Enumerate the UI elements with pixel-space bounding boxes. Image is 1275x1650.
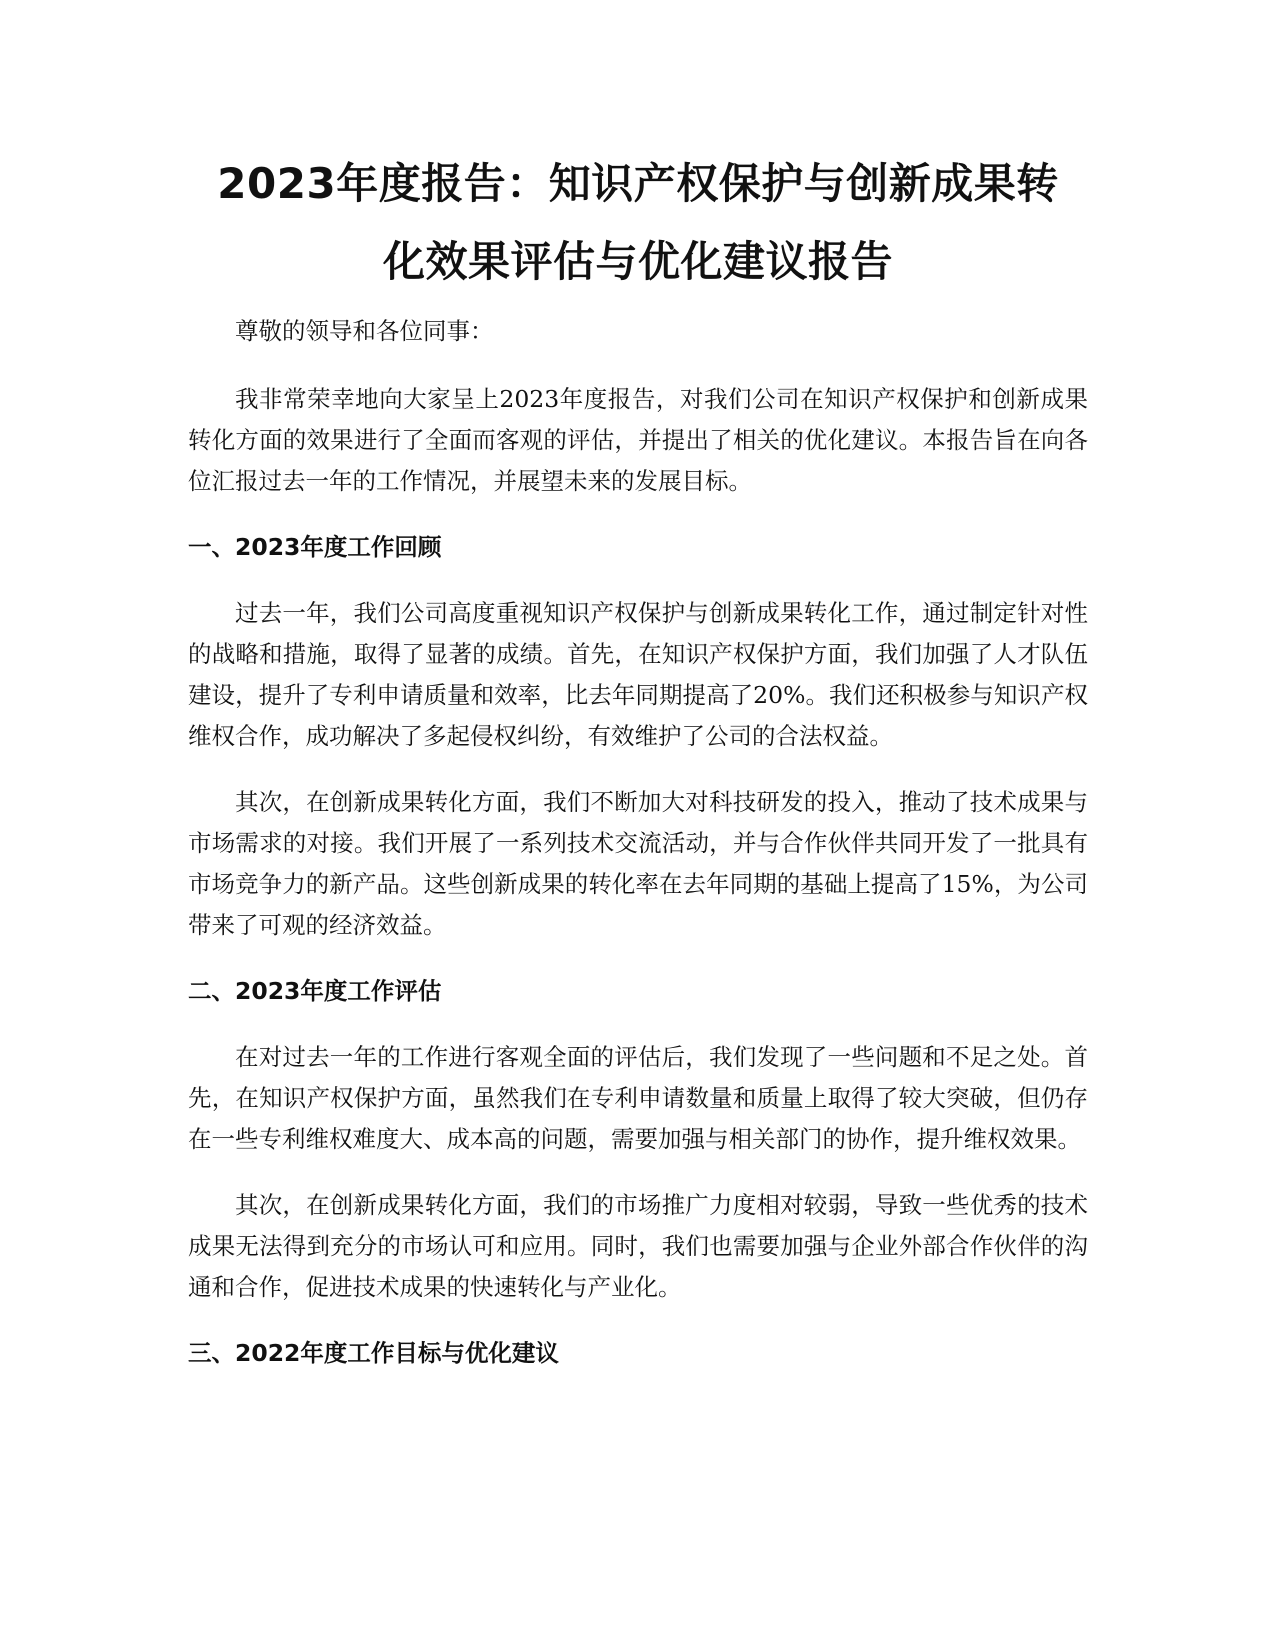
document-title-line-1: 2023年度报告：知识产权保护与创新成果转 bbox=[217, 159, 1059, 208]
section-heading-review: 一、2023年度工作回顾 bbox=[188, 533, 442, 561]
document-title-line-2: 化效果评估与优化建议报告 bbox=[382, 237, 893, 286]
document-body bbox=[188, 145, 1088, 1399]
evaluation-paragraph-2: 其次，在创新成果转化方面，我们的市场推广力度相对较弱，导致一些优秀的技术成果无法得到充分的市场认可和应用。同时，我们也需要加强与企业外部合作伙伴的沟通和合作，促进技术成果的快速转化与产业化。 bbox=[188, 1191, 1088, 1301]
section-heading-goals: 三、2022年度工作目标与优化建议 bbox=[188, 1339, 559, 1367]
section-heading-evaluation: 二、2023年度工作评估 bbox=[188, 977, 442, 1005]
evaluation-paragraph-1: 在对过去一年的工作进行客观全面的评估后，我们发现了一些问题和不足之处。首先，在知识产权保护方面，虽然我们在专利申请数量和质量上取得了较大突破，但仍存在一些专利维权难度大、成本高的问题，需要加强与相关部门的协作，提升维权效果。 bbox=[188, 1043, 1088, 1153]
salutation: 尊敬的领导和各位同事： bbox=[235, 317, 494, 345]
document-title bbox=[188, 145, 1088, 301]
review-paragraph-2: 其次，在创新成果转化方面，我们不断加大对科技研发的投入，推动了技术成果与市场需求的对接。我们开展了一系列技术交流活动，并与合作伙伴共同开发了一批具有市场竞争力的新产品。这些创新成果的转化率在去年同期的基础上提高了15%，为公司带来了可观的经济效益。 bbox=[188, 788, 1088, 939]
intro-paragraph: 我非常荣幸地向大家呈上2023年度报告，对我们公司在知识产权保护和创新成果转化方面的效果进行了全面而客观的评估，并提出了相关的优化建议。本报告旨在向各位汇报过去一年的工作情况，并展望未来的发展目标。 bbox=[188, 385, 1088, 495]
review-paragraph-1: 过去一年，我们公司高度重视知识产权保护与创新成果转化工作，通过制定针对性的战略和措施，取得了显著的成绩。首先，在知识产权保护方面，我们加强了人才队伍建设，提升了专利申请质量和效率，比去年同期提高了20%。我们还积极参与知识产权维权合作，成功解决了多起侵权纠纷，有效维护了公司的合法权益。 bbox=[188, 599, 1088, 750]
